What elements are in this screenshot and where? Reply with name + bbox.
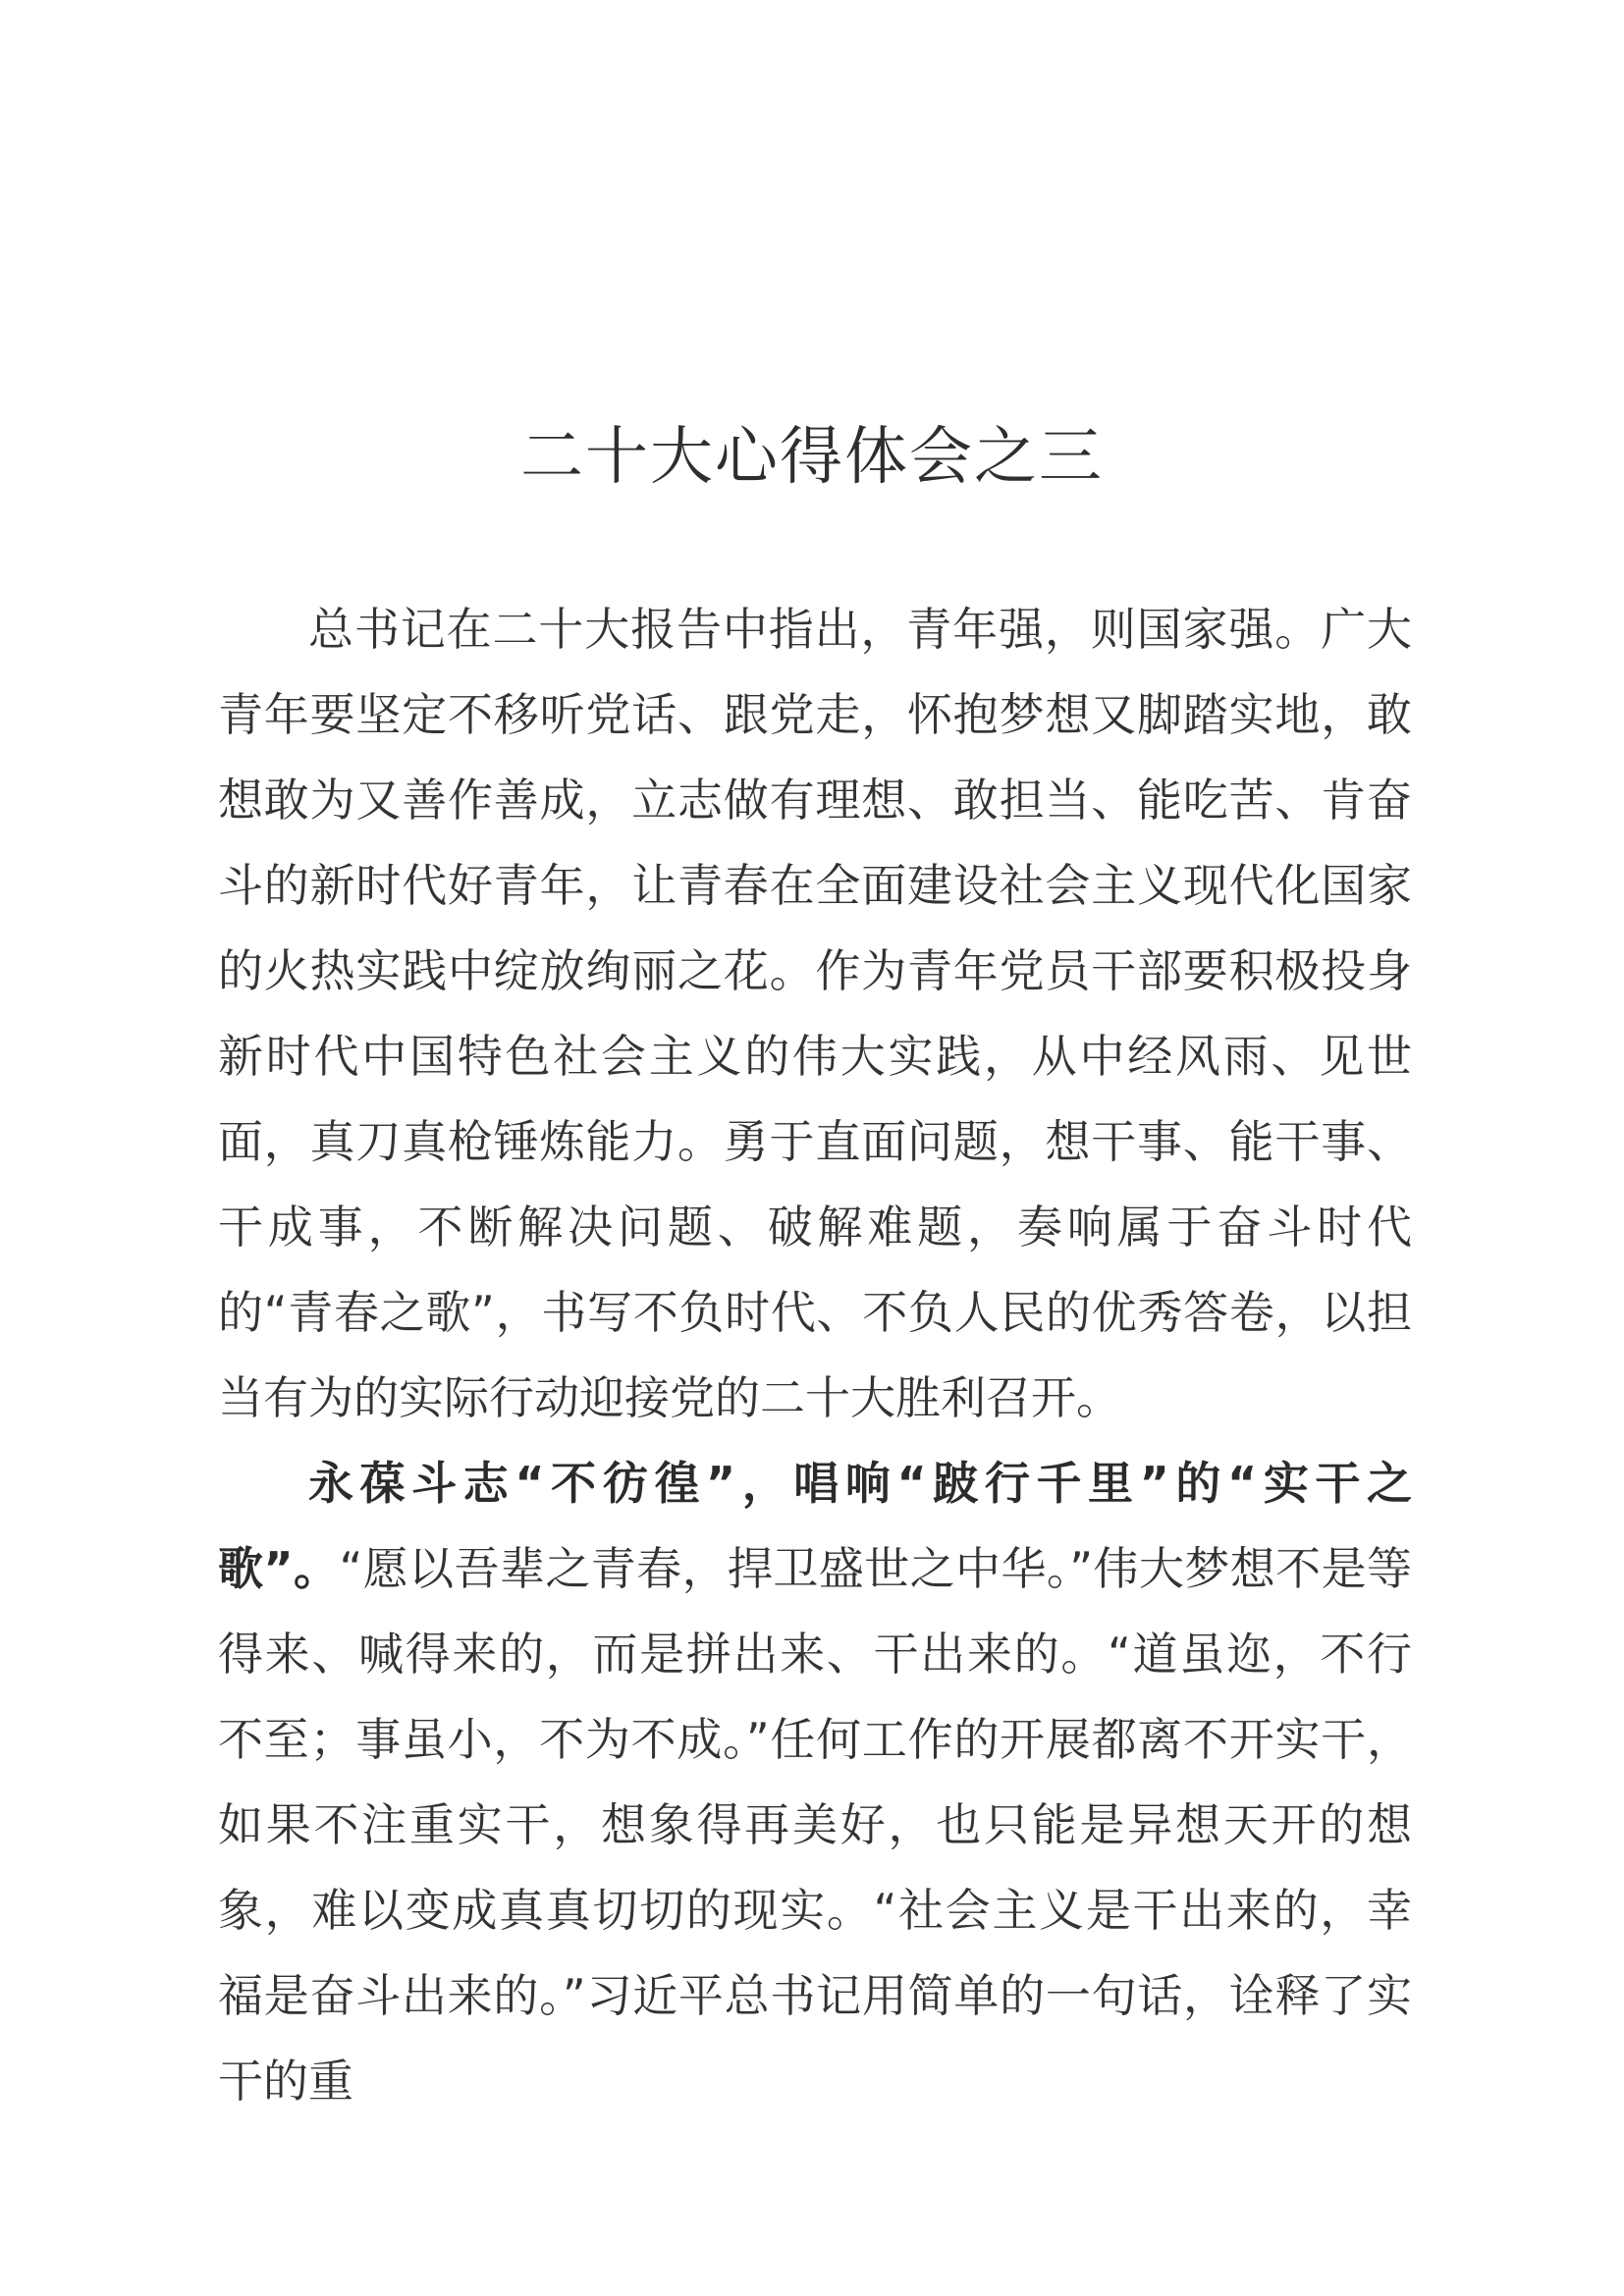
paragraph-2-text: “愿以吾辈之青春，捍卫盛世之中华。”伟大梦想不是等得来、喊得来的，而是拼出来、干出来的。“道虽迩，不行不至；事虽小，不为不成。”任何工作的开展都离不开实干，如果不注重实干，想象得再美好，也只能是异想天开的想象，难以变成真真切切的现实。“社会主义是干出来的，幸福是奋斗出来的。”习近平总书记用简单的一句话，诠释了实干的重 — [218, 1542, 1412, 2108]
paragraph-1 — [218, 587, 1412, 1441]
document-body — [218, 587, 1412, 2124]
paragraph-1-text: 总书记在二十大报告中指出，青年强，则国家强。广大青年要坚定不移听党话、跟党走，怀抱梦想又脚踏实地，敢想敢为又善作善成，立志做有理想、敢担当、能吃苦、肯奋斗的新时代好青年，让青春在全面建设社会主义现代化国家的火热实践中绽放绚丽之花。作为青年党员干部要积极投身新时代中国特色社会主义的伟大实践，从中经风雨、见世面，真刀真枪锤炼能力。勇于直面问题，想干事、能干事、干成事，不断解决问题、破解难题，奏响属于奋斗时代的“青春之歌”，书写不负时代、不负人民的优秀答卷，以担当有为的实际行动迎接党的二十大胜利召开。 — [218, 603, 1412, 1424]
paragraph-2 — [218, 1441, 1412, 2124]
document-title: 二十大心得体会之三 — [520, 421, 1104, 494]
paragraph-2-heading: 永葆斗志“不彷徨”，唱响“跛行千里”的“实干之歌”。 — [218, 1457, 1412, 1595]
